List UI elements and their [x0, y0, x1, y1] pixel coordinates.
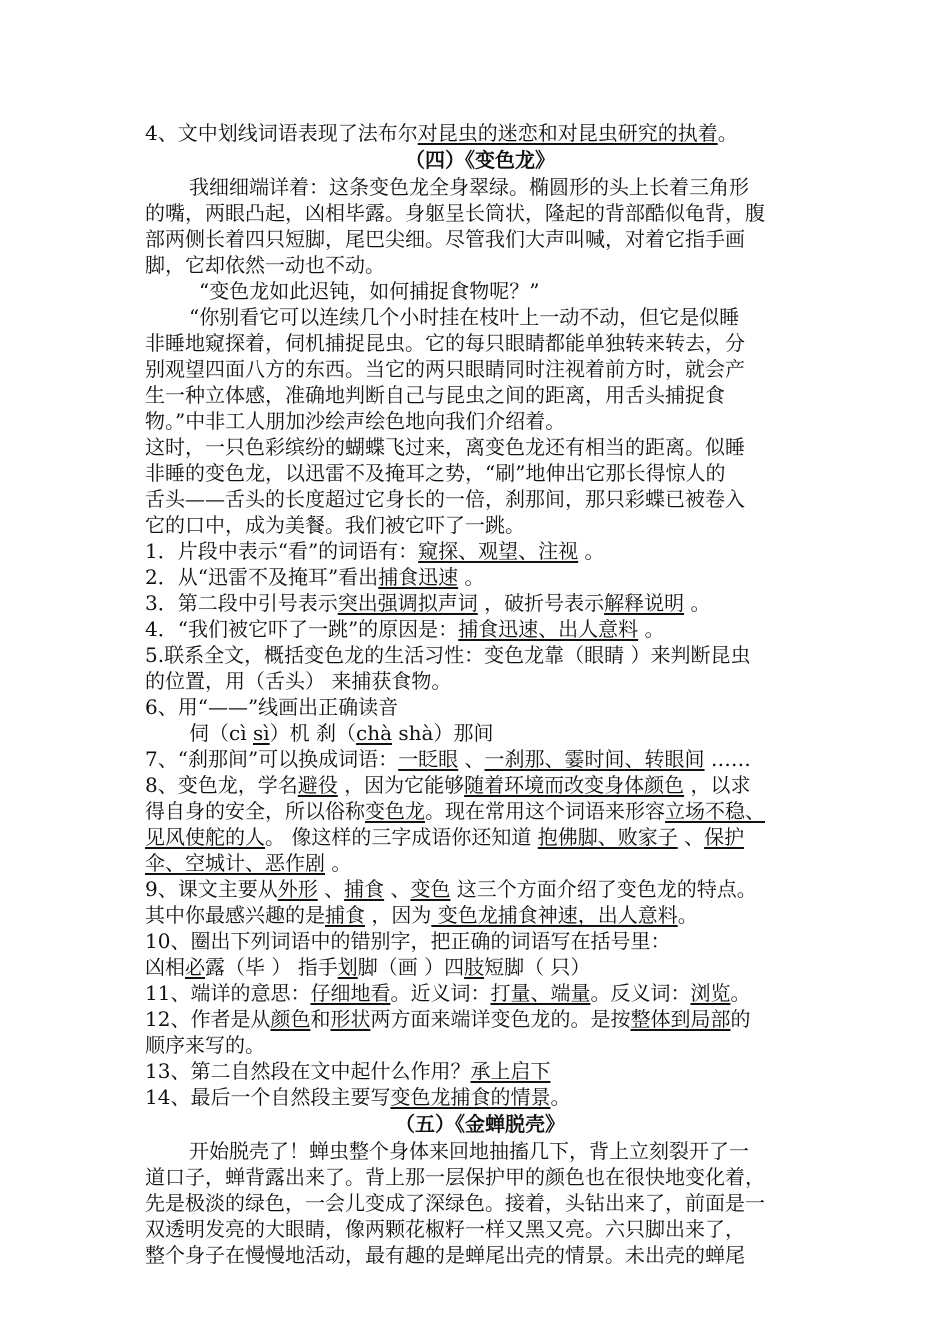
underlined-answer: 整体到局部 [630, 1007, 731, 1031]
underlined-answer: 避役 [297, 773, 338, 797]
text-segment: 短脚（ 只） [484, 955, 591, 979]
text-segment: 13、第二自然段在文中起什么作用？ [145, 1059, 471, 1083]
underlined-answer: 见风使舵的人 [145, 825, 265, 849]
text-line [145, 226, 815, 252]
text-segment: 其中你最感兴趣的是 [145, 903, 325, 927]
text-line [145, 1084, 815, 1110]
text-line [145, 1190, 815, 1216]
underlined-answer: 一刹那、霎时间、转眼间 [484, 747, 705, 771]
text-line [145, 694, 815, 720]
text-segment: 伺（cì [189, 721, 253, 745]
text-segment: 物。”中非工人朋加沙绘声绘色地向我们介绍着。 [145, 409, 566, 433]
text-line [145, 1032, 815, 1058]
section-heading [145, 146, 815, 174]
text-segment: 12、作者是从 [145, 1007, 271, 1031]
text-segment: 生一种立体感，准确地判断自己与昆虫之间的距离，用舌头捕捉食 [145, 383, 725, 407]
text-segment: 和 [310, 1007, 331, 1031]
text-segment: ）机 刹（ [269, 721, 356, 745]
text-line [145, 824, 815, 850]
text-segment: 两方面来端详变色龙的。是按 [370, 1007, 631, 1031]
text-segment: 。 [730, 981, 751, 1005]
text-line [145, 772, 815, 798]
text-line [145, 120, 815, 146]
underlined-answer: 随着环境而改变身体颜色 [464, 773, 685, 797]
text-segment: 11、端详的意思： [145, 981, 311, 1005]
underlined-answer: 形状 [330, 1007, 371, 1031]
text-segment: 、 [384, 877, 411, 901]
text-line [145, 590, 815, 616]
text-segment: 、 [458, 747, 485, 771]
text-line [145, 486, 815, 512]
text-line [145, 954, 815, 980]
underlined-answer: 捕食 [344, 877, 385, 901]
text-segment: 非睡的变色龙，以迅雷不及掩耳之势，“刷”地伸出它那长得惊人的 [145, 461, 726, 485]
underlined-answer: 捕食迅速 [378, 565, 459, 589]
text-segment: 这三个方面介绍了变色龙的特点。 [450, 877, 757, 901]
text-segment: shà）那间 [392, 721, 494, 745]
section-heading [145, 1110, 815, 1138]
text-line [145, 798, 815, 824]
text-segment: 。 [677, 903, 698, 927]
text-line [145, 564, 815, 590]
text-line [145, 408, 815, 434]
text-segment: ，以求 [684, 773, 751, 797]
text-segment: 脚（画 ）四 [357, 955, 465, 979]
text-line [145, 668, 815, 694]
text-line [145, 928, 815, 954]
text-segment: 开始脱壳了！蝉虫整个身体来回地抽搐几下，背上立刻裂开了一 [189, 1139, 749, 1163]
text-segment: 双透明发亮的大眼睛，像两颗花椒籽一样又黑又亮。六只脚出来了， [145, 1217, 745, 1241]
text-line [145, 200, 815, 226]
text-segment: 。现在常用这个词语来形容 [425, 799, 665, 823]
underlined-answer: chà [356, 721, 393, 745]
underlined-answer: 颜色 [270, 1007, 311, 1031]
underlined-answer: 变色龙捕食的情景 [390, 1085, 551, 1109]
text-segment: （四）《变色龙》 [405, 148, 555, 172]
text-segment: 3．第二段中引号表示 [145, 591, 338, 615]
text-segment: 。 [458, 565, 485, 589]
text-segment: 。 [550, 1085, 571, 1109]
underlined-answer: 伞、空城计、恶作剧 [145, 851, 325, 875]
text-line [145, 434, 815, 460]
text-segment: （五）《金蝉脱壳》 [395, 1112, 565, 1136]
underlined-answer: 变色 [410, 877, 451, 901]
text-segment: 它的口中，成为美餐。我们被它吓了一跳。 [145, 513, 525, 537]
underlined-answer: 打量、端量 [490, 981, 591, 1005]
underlined-answer: 承上启下 [470, 1059, 551, 1083]
text-segment: 8、变色龙，学名 [145, 773, 298, 797]
text-line [145, 330, 815, 356]
text-segment: 。 [684, 591, 711, 615]
underlined-answer: 窥探、观望、注视 [418, 539, 579, 563]
text-segment: …… [704, 747, 751, 771]
underlined-answer: 抱佛脚、败家子 [537, 825, 678, 849]
text-segment: 。 [717, 121, 738, 145]
text-line [145, 1242, 815, 1268]
text-line [145, 382, 815, 408]
text-segment: 我细细端详着：这条变色龙全身翠绿。椭圆形的头上长着三角形 [189, 175, 749, 199]
text-segment: 6、用“——”线画出正确读音 [145, 695, 399, 719]
underlined-answer: 捕食迅速、出人意料 [458, 617, 639, 641]
text-segment: 凶相 [145, 955, 185, 979]
underlined-answer: 外形 [277, 877, 318, 901]
text-segment: 4．“我们被它吓了一跳”的原因是： [145, 617, 459, 641]
text-line [145, 1138, 815, 1164]
text-segment: 别观望四面八方的东西。当它的两只眼睛同时注视着前方时，就会产 [145, 357, 745, 381]
text-segment: 这时，一只色彩缤纷的蝴蝶飞过来，离变色龙还有相当的距离。似睡 [145, 435, 745, 459]
underlined-answer: 肢 [464, 955, 485, 979]
text-line [145, 174, 815, 200]
text-line [145, 278, 815, 304]
text-segment: 。反义词： [590, 981, 691, 1005]
underlined-answer: 一眨眼 [398, 747, 459, 771]
text-segment: ，破折号表示 [477, 591, 605, 615]
text-line [145, 850, 815, 876]
text-segment: 露（毕 ） 指手 [205, 955, 338, 979]
text-line [145, 1006, 815, 1032]
text-line [145, 902, 815, 928]
underlined-answer: 立场不稳、 [665, 799, 765, 823]
text-segment: 。近义词： [390, 981, 491, 1005]
text-segment: 10、圈出下列词语中的错别字，把正确的词语写在括号里： [145, 929, 671, 953]
text-segment: “变色龙如此迟钝，如何捕捉食物呢？” [199, 279, 540, 303]
text-segment: 9、课文主要从 [145, 877, 278, 901]
text-line [145, 876, 815, 902]
text-segment: 14、最后一个自然段主要写 [145, 1085, 391, 1109]
text-segment: 舌头——舌头的长度超过它身长的一倍，刹那间，那只彩蝶已被卷入 [145, 487, 745, 511]
underlined-answer: 仔细地看 [310, 981, 391, 1005]
text-segment: 的嘴，两眼凸起，凶相毕露。身躯呈长筒状，隆起的背部酷似龟背，腹 [145, 201, 765, 225]
text-line [145, 538, 815, 564]
text-line [145, 1216, 815, 1242]
text-segment: 2．从“迅雷不及掩耳”看出 [145, 565, 379, 589]
text-segment: 脚，它却依然一动也不动。 [145, 253, 385, 277]
text-line [145, 304, 815, 330]
text-segment: 。 [325, 851, 352, 875]
text-segment: 1．片段中表示“看”的词语有： [145, 539, 419, 563]
underlined-answer: 划 [337, 955, 358, 979]
document-page [145, 120, 815, 1268]
text-segment: 道口子，蝉背露出来了。背上那一层保护甲的颜色也在很快地变化着， [145, 1165, 765, 1189]
text-segment: “你别看它可以连续几个小时挂在枝叶上一动不动，但它是似睡 [189, 305, 740, 329]
text-line [145, 642, 815, 668]
text-segment: 5.联系全文，概括变色龙的生活习性：变色龙靠（眼睛 ）来判断昆虫 [145, 643, 751, 667]
underlined-answer: 突出强调拟声词 [337, 591, 478, 615]
underlined-answer: 捕食 [325, 903, 365, 927]
text-line [145, 356, 815, 382]
underlined-answer: 变色龙捕食神速，出人意料 [431, 903, 678, 927]
text-segment: 的 [730, 1007, 751, 1031]
text-segment: 先是极淡的绿色，一会儿变成了深绿色。接着，头钻出来了，前面是一 [145, 1191, 765, 1215]
text-segment: 得自身的安全，所以俗称 [145, 799, 365, 823]
underlined-answer: 浏览 [690, 981, 731, 1005]
underlined-answer: 保护 [704, 825, 745, 849]
text-segment: 7、“刹那间”可以换成词语： [145, 747, 399, 771]
text-segment: 4、文中划线词语表现了法布尔 [145, 121, 418, 145]
underlined-answer: 变色龙 [365, 799, 425, 823]
text-line [145, 1058, 815, 1084]
underlined-answer: 必 [185, 955, 205, 979]
text-line [145, 980, 815, 1006]
text-segment: 非睡地窥探着，伺机捕捉昆虫。它的每只眼睛都能单独转来转去，分 [145, 331, 745, 355]
text-segment: ，因为它能够 [337, 773, 465, 797]
text-segment: 顺序来写的。 [145, 1033, 265, 1057]
text-segment: ，因为 [365, 903, 432, 927]
underlined-answer: 对昆虫的迷恋和对昆虫研究的执着 [417, 121, 718, 145]
text-segment: 的位置，用（舌头） 来捕获食物。 [145, 669, 452, 693]
text-line [145, 1164, 815, 1190]
text-segment: 、 [677, 825, 705, 849]
text-segment: 。 [638, 617, 665, 641]
text-line [145, 720, 815, 746]
text-line [145, 616, 815, 642]
text-line [145, 512, 815, 538]
text-line [145, 252, 815, 278]
text-line [145, 746, 815, 772]
underlined-answer: sì [252, 721, 270, 745]
text-segment: 。 像这样的三字成语你还知道 [265, 825, 538, 849]
text-segment: 整个身子在慢慢地活动，最有趣的是蝉尾出壳的情景。未出壳的蝉尾 [145, 1243, 745, 1267]
text-segment: 部两侧长着四只短脚，尾巴尖细。尽管我们大声叫喊，对着它指手画 [145, 227, 745, 251]
underlined-answer: 解释说明 [604, 591, 685, 615]
text-segment: 、 [317, 877, 345, 901]
text-segment: 。 [578, 539, 605, 563]
text-line [145, 460, 815, 486]
